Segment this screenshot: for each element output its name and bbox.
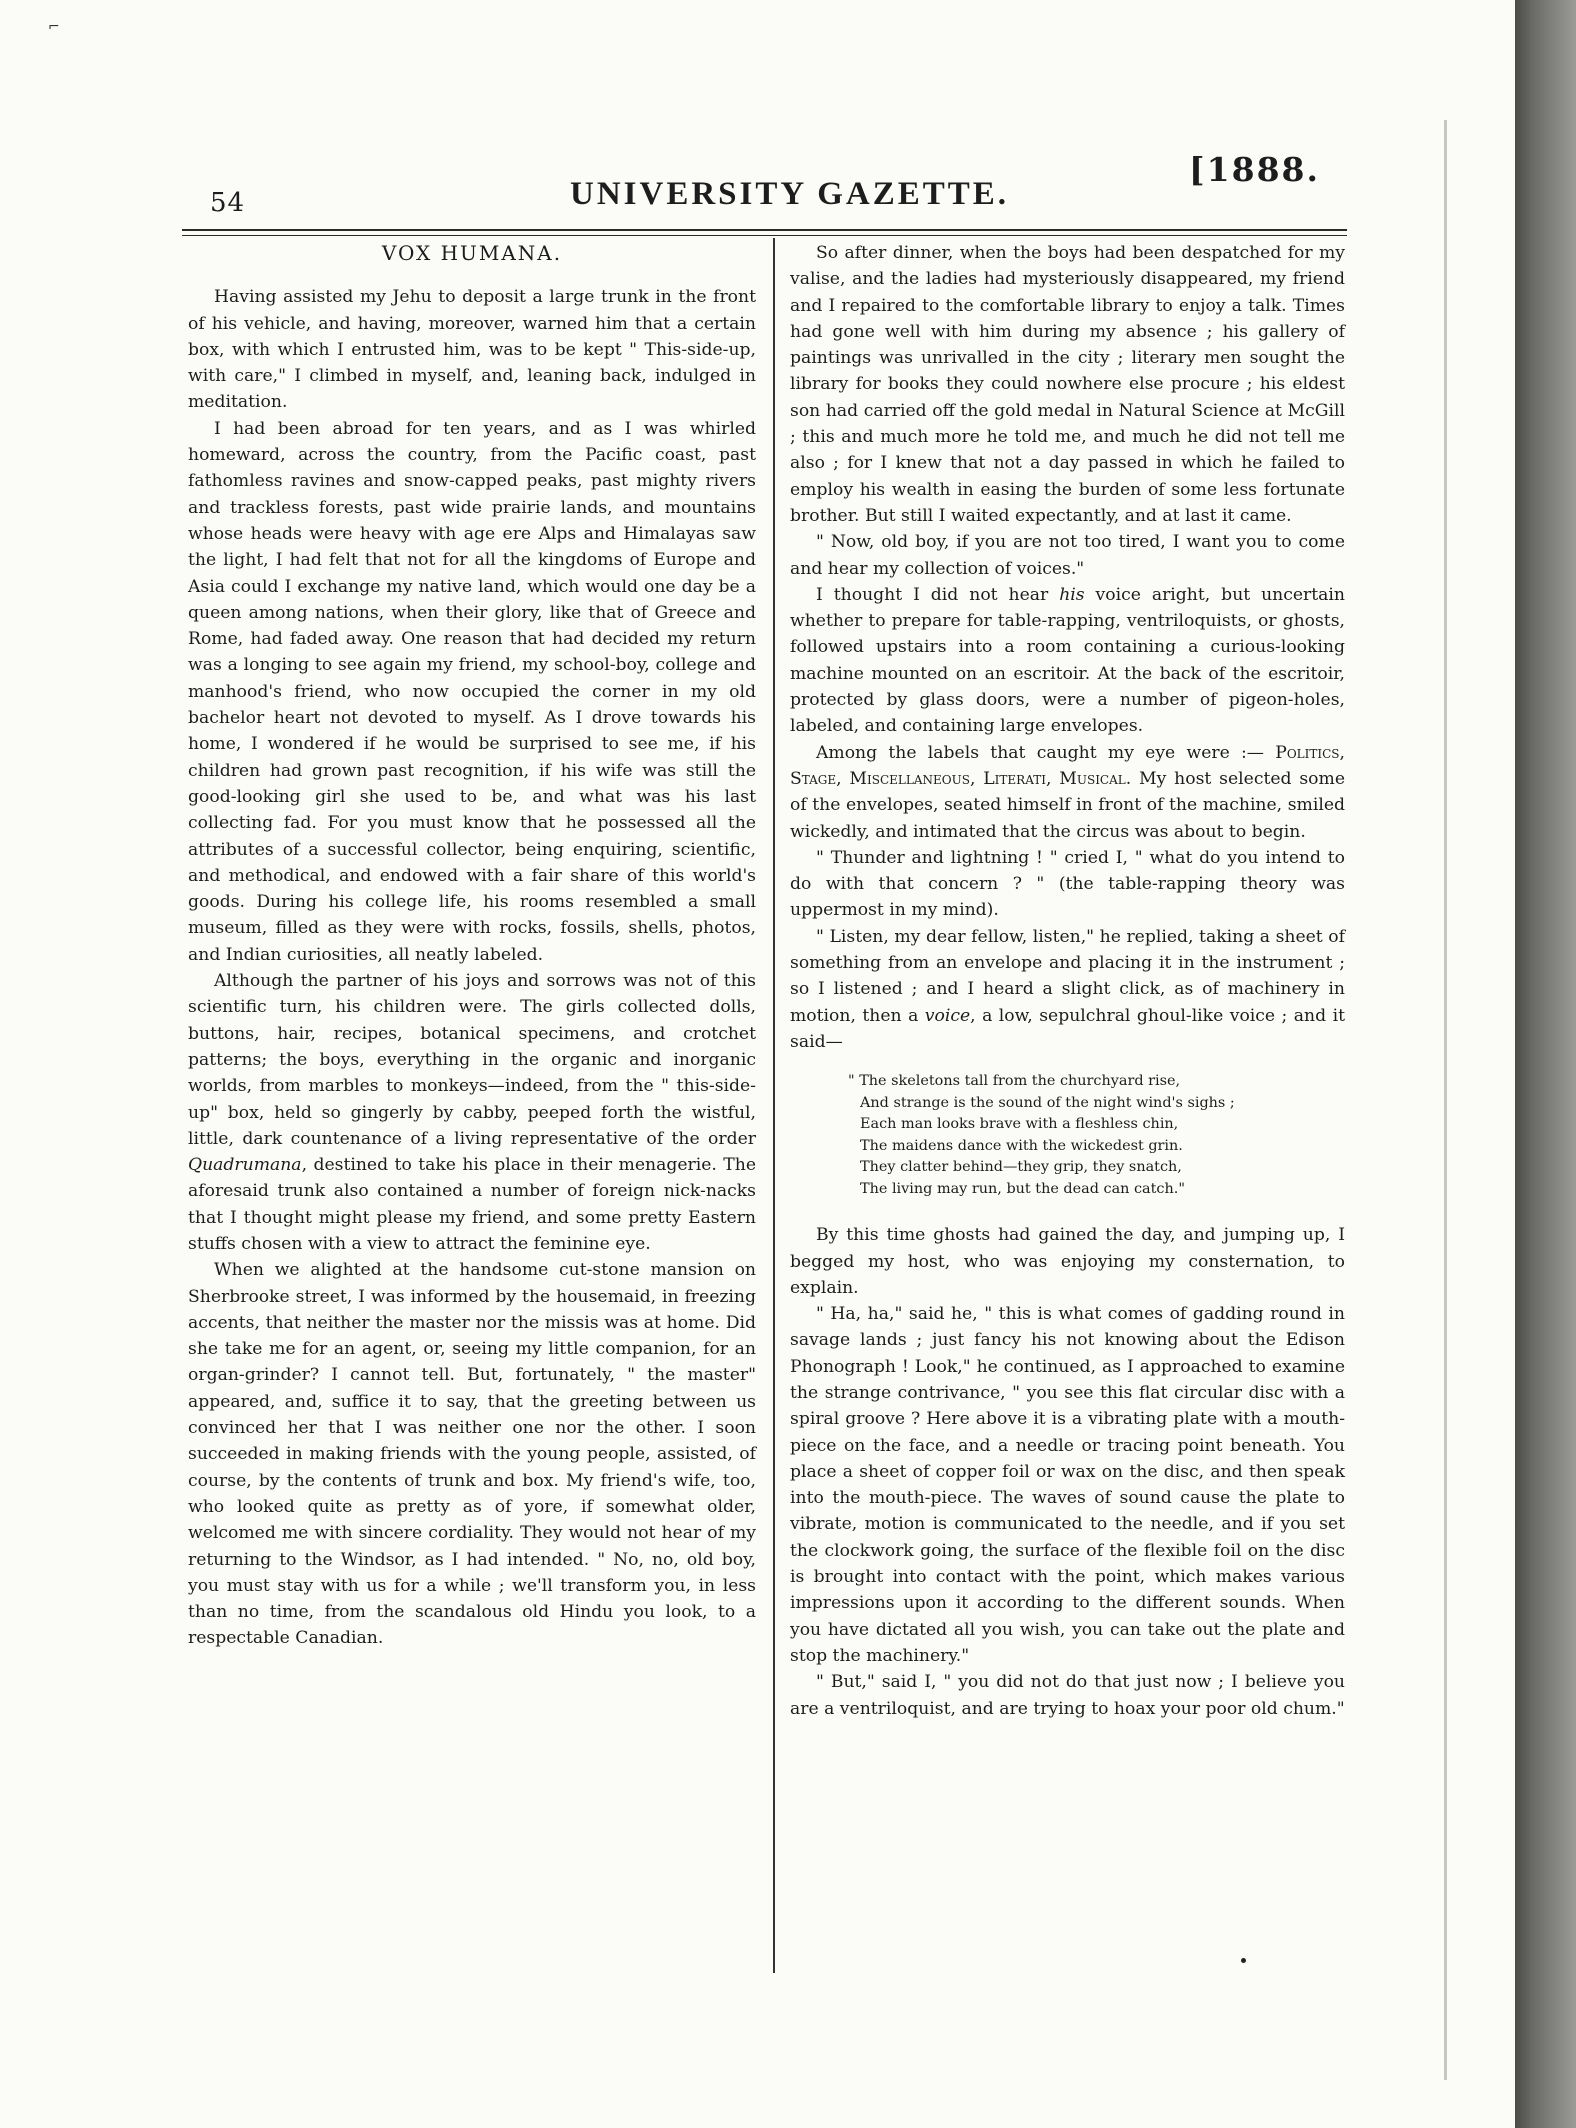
journal-title: UNIVERSITY GAZETTE. xyxy=(570,176,1010,212)
paragraph: By this time ghosts had gained the day, and jumping up, I begged my host, who was enjoying my consternation, to explain. xyxy=(790,1225,1345,1298)
italic-term: voice xyxy=(924,1005,971,1026)
paragraph-text: " Listen, my dear fellow, listen," he replied, taking a sheet of something from an envelope and placing it in the instrument ; so I listened ; and I heard a slight click, as of machinery in motion, then a xyxy=(790,926,1345,1026)
paragraph xyxy=(188,968,756,1257)
left-column xyxy=(188,240,756,1652)
ink-dot xyxy=(1241,1958,1246,1963)
paragraph-text: , destined to take his place in their menagerie. The aforesaid trunk also contained a number of foreign nick-nacks that I thought might please my friend, and some pretty Eastern stuffs chosen with a view to attract the feminine eye. xyxy=(188,1155,756,1254)
page-header xyxy=(210,150,1320,218)
page-fold-line xyxy=(1444,120,1447,2080)
paragraph-text: I thought I did not hear xyxy=(816,584,1060,605)
poem-line: The maidens dance with the wickedest grin. xyxy=(860,1137,1183,1154)
paragraph: I had been abroad for ten years, and as I was whirled homeward, across the country, from the Pacific coast, past fathomless ravines and snow-capped peaks, past mighty rivers and trackless forests, past wide prairie lands, and mountains whose heads were heavy with age ere Alps and Himalayas saw the light, I had felt that not for all the kingdoms of Europe and Asia could I exchange my native land, which would one day be a queen among nations, when their glory, like that of Greece and Rome, had faded away. One reason that had decided my return was a longing to see again my friend, my school-boy, college and manhood's friend, who now occupied the corner in my old bachelor heart not devoted to myself. As I drove towards his home, I wondered if he would be surprised to see me, if his children had grown past recognition, if his wife was still the good-looking girl she used to be, and what was his last collecting fad. For you must know that he possessed all the attributes of a successful collector, being enquiring, scientific, and methodical, and endowed with a fair share of this world's goods. During his college life, his rooms resembled a small museum, filled as they were with rocks, fossils, shells, photos, and Indian curiosities, all neatly labeled. xyxy=(188,418,756,965)
article-title: VOX HUMANA. xyxy=(381,241,563,265)
issue-year: [1888. xyxy=(1189,150,1320,189)
poem-line: The living may run, but the dead can catch." xyxy=(860,1180,1185,1197)
scan-corner-mark: ⌐ xyxy=(48,19,60,35)
paragraph xyxy=(790,740,1345,845)
page-number: 54 xyxy=(210,188,246,218)
scan-dark-edge xyxy=(1515,0,1576,2128)
paragraph-text: voice aright, but uncertain whether to prepare for table-rapping, ventriloquists, or ghosts, followed upstairs into a room containing a curious-looking machine mounted on an escritoir. At the back of the escritoir, protected by glass doors, were a number of pigeon-holes, labeled, and containing large envelopes. xyxy=(790,584,1345,737)
paragraph-text: , a low, sepulchral ghoul-like voice ; and it said— xyxy=(790,1005,1345,1052)
column-divider xyxy=(773,238,775,1973)
poem-line: Each man looks brave with a fleshless chin, xyxy=(860,1116,1179,1133)
paragraph: " But," said I, " you did not do that just now ; I believe you are a ventriloquist, and are trying to hoax your poor old chum." xyxy=(790,1672,1345,1719)
poem-line: And strange is the sound of the night wind's sighs ; xyxy=(860,1094,1235,1111)
label-list: Politics, Stage, Miscellaneous, Literati, Musical. xyxy=(790,742,1345,789)
paragraph xyxy=(790,924,1345,1055)
paragraph-text: Among the labels that caught my eye were :— xyxy=(816,742,1276,763)
paragraph: " Now, old boy, if you are not too tired, I want you to come and hear my collection of voices." xyxy=(790,532,1345,579)
paragraph-text: My host selected some of the envelopes, seated himself in front of the machine, smiled wickedly, and intimated that the circus was about to begin. xyxy=(790,768,1345,842)
right-column xyxy=(790,240,1345,1722)
paragraph-text: Although the partner of his joys and sorrows was not of this scientific turn, his children were. The girls collected dolls, buttons, hair, recipes, botanical specimens, and crotchet patterns; the boys, everything in the organic and inorganic worlds, from marbles to monkeys—indeed, from the " this-side-up" box, held so gingerly by cabby, peeped forth the wistful, little, dark countenance of a living representative of the order xyxy=(188,971,756,1149)
paragraph xyxy=(790,582,1345,740)
poem-quote xyxy=(848,1071,1345,1200)
paragraph: " Thunder and lightning ! " cried I, " what do you intend to do with that concern ? " (the table-rapping theory was uppermost in my mind). xyxy=(790,847,1345,921)
italic-term: his xyxy=(1059,584,1085,605)
italic-term: Quadrumana xyxy=(188,1155,302,1176)
poem-line: " The skeletons tall from the churchyard rise, xyxy=(848,1073,1181,1090)
paragraph: Having assisted my Jehu to deposit a large trunk in the front of his vehicle, and having, moreover, warned him that a certain box, with which I entrusted him, was to be kept " This-side-up, with care," I climbed in myself, and, leaning back, indulged in meditation. xyxy=(188,287,756,413)
paragraph: When we alighted at the handsome cut-stone mansion on Sherbrooke street, I was informed by the housemaid, in freezing accents, that neither the master nor the missis was at home. Did she take me for an agent, or, seeing my little companion, for an organ-grinder? I cannot tell. But, fortunately, " the master" appeared, and, suffice it to say, that the greeting between us convinced her that I was neither one nor the other. I soon succeeded in making friends with the young people, assisted, of course, by the contents of trunk and box. My friend's wife, too, who looked quite as pretty as of yore, if somewhat older, welcomed me with sincere cordiality. They would not hear of my returning to the Windsor, as I had intended. " No, no, old boy, you must stay with us for a while ; we'll transform you, in less than no time, from the scandalous old Hindu you look, to a respectable Canadian. xyxy=(188,1260,756,1649)
poem-line: They clatter behind—they grip, they snatch, xyxy=(860,1159,1182,1176)
header-rule-bottom xyxy=(182,235,1347,236)
header-rule-top xyxy=(182,229,1347,231)
paragraph: So after dinner, when the boys had been despatched for my valise, and the ladies had mysteriously disappeared, my friend and I repaired to the comfortable library to enjoy a talk. Times had gone well with him during my absence ; his gallery of paintings was unrivalled in the city ; literary men sought the library for books they could nowhere else procure ; his eldest son had carried off the gold medal in Natural Science at McGill ; this and much more he told me, and much he did not tell me also ; for I knew that not a day passed in which he failed to employ his wealth in easing the burden of some less fortunate brother. But still I waited expectantly, and at last it came. xyxy=(790,243,1345,526)
paragraph: " Ha, ha," said he, " this is what comes of gadding round in savage lands ; just fancy his not knowing about the Edison Phonograph ! Look," he continued, as I approached to examine the strange contrivance, " you see this flat circular disc with a spiral groove ? Here above it is a vibrating plate with a mouth-piece on the face, and a needle or tracing point beneath. You place a sheet of copper foil or wax on the disc, and then speak into the mouth-piece. The waves of sound cause the plate to vibrate, motion is communicated to the needle, and if you set the clockwork going, the surface of the flexible foil on the disc is brought into contact with the point, which makes various impressions upon it according to the different sounds. When you have dictated all you wish, you can take out the plate and stop the machinery." xyxy=(790,1304,1345,1666)
